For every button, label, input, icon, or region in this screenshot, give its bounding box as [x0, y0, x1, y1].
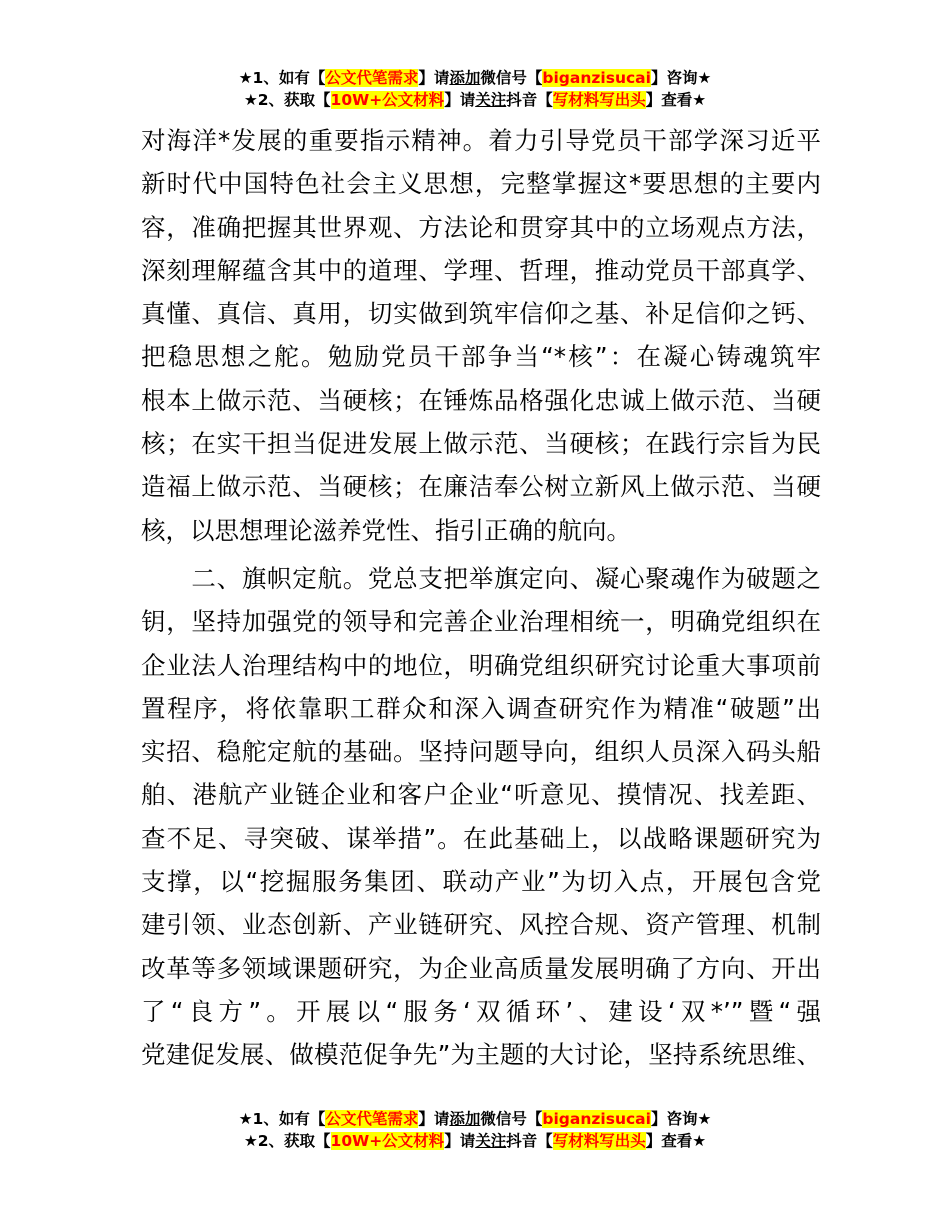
banner-highlight: 公文代笔需求 — [325, 1110, 419, 1128]
banner-text: 】咨询★ — [650, 69, 712, 87]
header-banner — [0, 67, 950, 111]
text-line: 二、旗帜定航。党总支把举旗定向、凝心聚魂作为破题之 — [141, 563, 821, 593]
banner-underline: 关注 — [475, 1132, 507, 1150]
text-line: 改革等多领域课题研究，为企业高质量发展明确了方向、开出 — [141, 953, 821, 983]
text-line: 党建促发展、做模范促争先”为主题的大讨论，坚持系统思维、 — [141, 1040, 821, 1070]
text-line: 置程序，将依靠职工群众和深入调查研究作为精准“破题”出 — [141, 693, 821, 723]
text-line: 造福上做示范、当硬核；在廉洁奉公树立新风上做示范、当硬 — [141, 472, 821, 502]
text-line: 对海洋*发展的重要指示精神。着力引导党员干部学深习近平 — [141, 126, 821, 155]
banner-highlight: 10W+公文材料 — [330, 1132, 445, 1150]
banner-line-2 — [0, 1130, 950, 1152]
banner-text: ★1、如有【 — [238, 69, 326, 87]
banner-underline: 添加 — [449, 1110, 481, 1128]
text-line: 钥，坚持加强党的领导和完善企业治理相统一，明确党组织在 — [141, 607, 821, 637]
banner-text: 微信号【 — [480, 1110, 543, 1128]
banner-line-1 — [0, 1108, 950, 1130]
banner-underline: 添加 — [449, 69, 481, 87]
banner-text: ★2、获取【 — [243, 1132, 331, 1150]
banner-highlight: biganzisucai — [542, 69, 651, 87]
text-line: 支撑，以“挖掘服务集团、联动产业”为切入点，开展包含党 — [141, 867, 821, 897]
banner-text: 】请 — [418, 69, 450, 87]
banner-text: 】咨询★ — [650, 1110, 712, 1128]
text-line: 了“良方”。开展以“服务‘双循环’、建设‘双*’”暨“强 — [141, 996, 821, 1026]
paragraph-2 — [141, 557, 821, 1077]
banner-highlight: 写材料写出头 — [552, 91, 646, 109]
banner-text: 抖音【 — [506, 91, 553, 109]
text-line: 容，准确把握其世界观、方法论和贯穿其中的立场观点方法， — [141, 212, 821, 242]
banner-text: 】请 — [444, 1132, 476, 1150]
paragraph-1 — [141, 119, 821, 552]
text-line: 核，以思想理论滋养党性、指引正确的航向。 — [141, 515, 631, 545]
text-line: 把稳思想之舵。勉励党员干部争当“*核”：在凝心铸魂筑牢 — [141, 342, 821, 372]
banner-text: 】请 — [444, 91, 476, 109]
text-line: 核；在实干担当促进发展上做示范、当硬核；在践行宗旨为民 — [141, 429, 821, 459]
text-line: 真懂、真信、真用，切实做到筑牢信仰之基、补足信仰之钙、 — [141, 299, 821, 329]
banner-text: 】查看★ — [645, 91, 707, 109]
banner-text: 抖音【 — [506, 1132, 553, 1150]
banner-line-2 — [0, 89, 950, 111]
text-line: 根本上做示范、当硬核；在锤炼品格强化忠诚上做示范、当硬 — [141, 385, 821, 415]
banner-line-1 — [0, 67, 950, 89]
text-line: 建引领、业态创新、产业链研究、风控合规、资产管理、机制 — [141, 910, 821, 940]
footer-banner — [0, 1108, 950, 1152]
banner-text: 微信号【 — [480, 69, 543, 87]
banner-highlight: 写材料写出头 — [552, 1132, 646, 1150]
text-line: 企业法人治理结构中的地位，明确党组织研究讨论重大事项前 — [141, 650, 821, 680]
text-line: 深刻理解蕴含其中的道理、学理、哲理，推动党员干部真学、 — [141, 255, 821, 285]
banner-highlight: biganzisucai — [542, 1110, 651, 1128]
banner-text: 】请 — [418, 1110, 450, 1128]
banner-text: 】查看★ — [645, 1132, 707, 1150]
banner-text: ★1、如有【 — [238, 1110, 326, 1128]
banner-text: ★2、获取【 — [243, 91, 331, 109]
text-line: 舶、港航产业链企业和客户企业“听意见、摸情况、找差距、 — [141, 780, 821, 810]
text-line: 查不足、寻突破、谋举措”。在此基础上，以战略课题研究为 — [141, 823, 821, 853]
banner-underline: 关注 — [475, 91, 507, 109]
banner-highlight: 公文代笔需求 — [325, 69, 419, 87]
text-line: 实招、稳舵定航的基础。坚持问题导向，组织人员深入码头船 — [141, 737, 821, 767]
banner-highlight: 10W+公文材料 — [330, 91, 445, 109]
text-line: 新时代中国特色社会主义思想，完整掌握这*要思想的主要内 — [141, 169, 821, 199]
document-body — [141, 119, 821, 1077]
